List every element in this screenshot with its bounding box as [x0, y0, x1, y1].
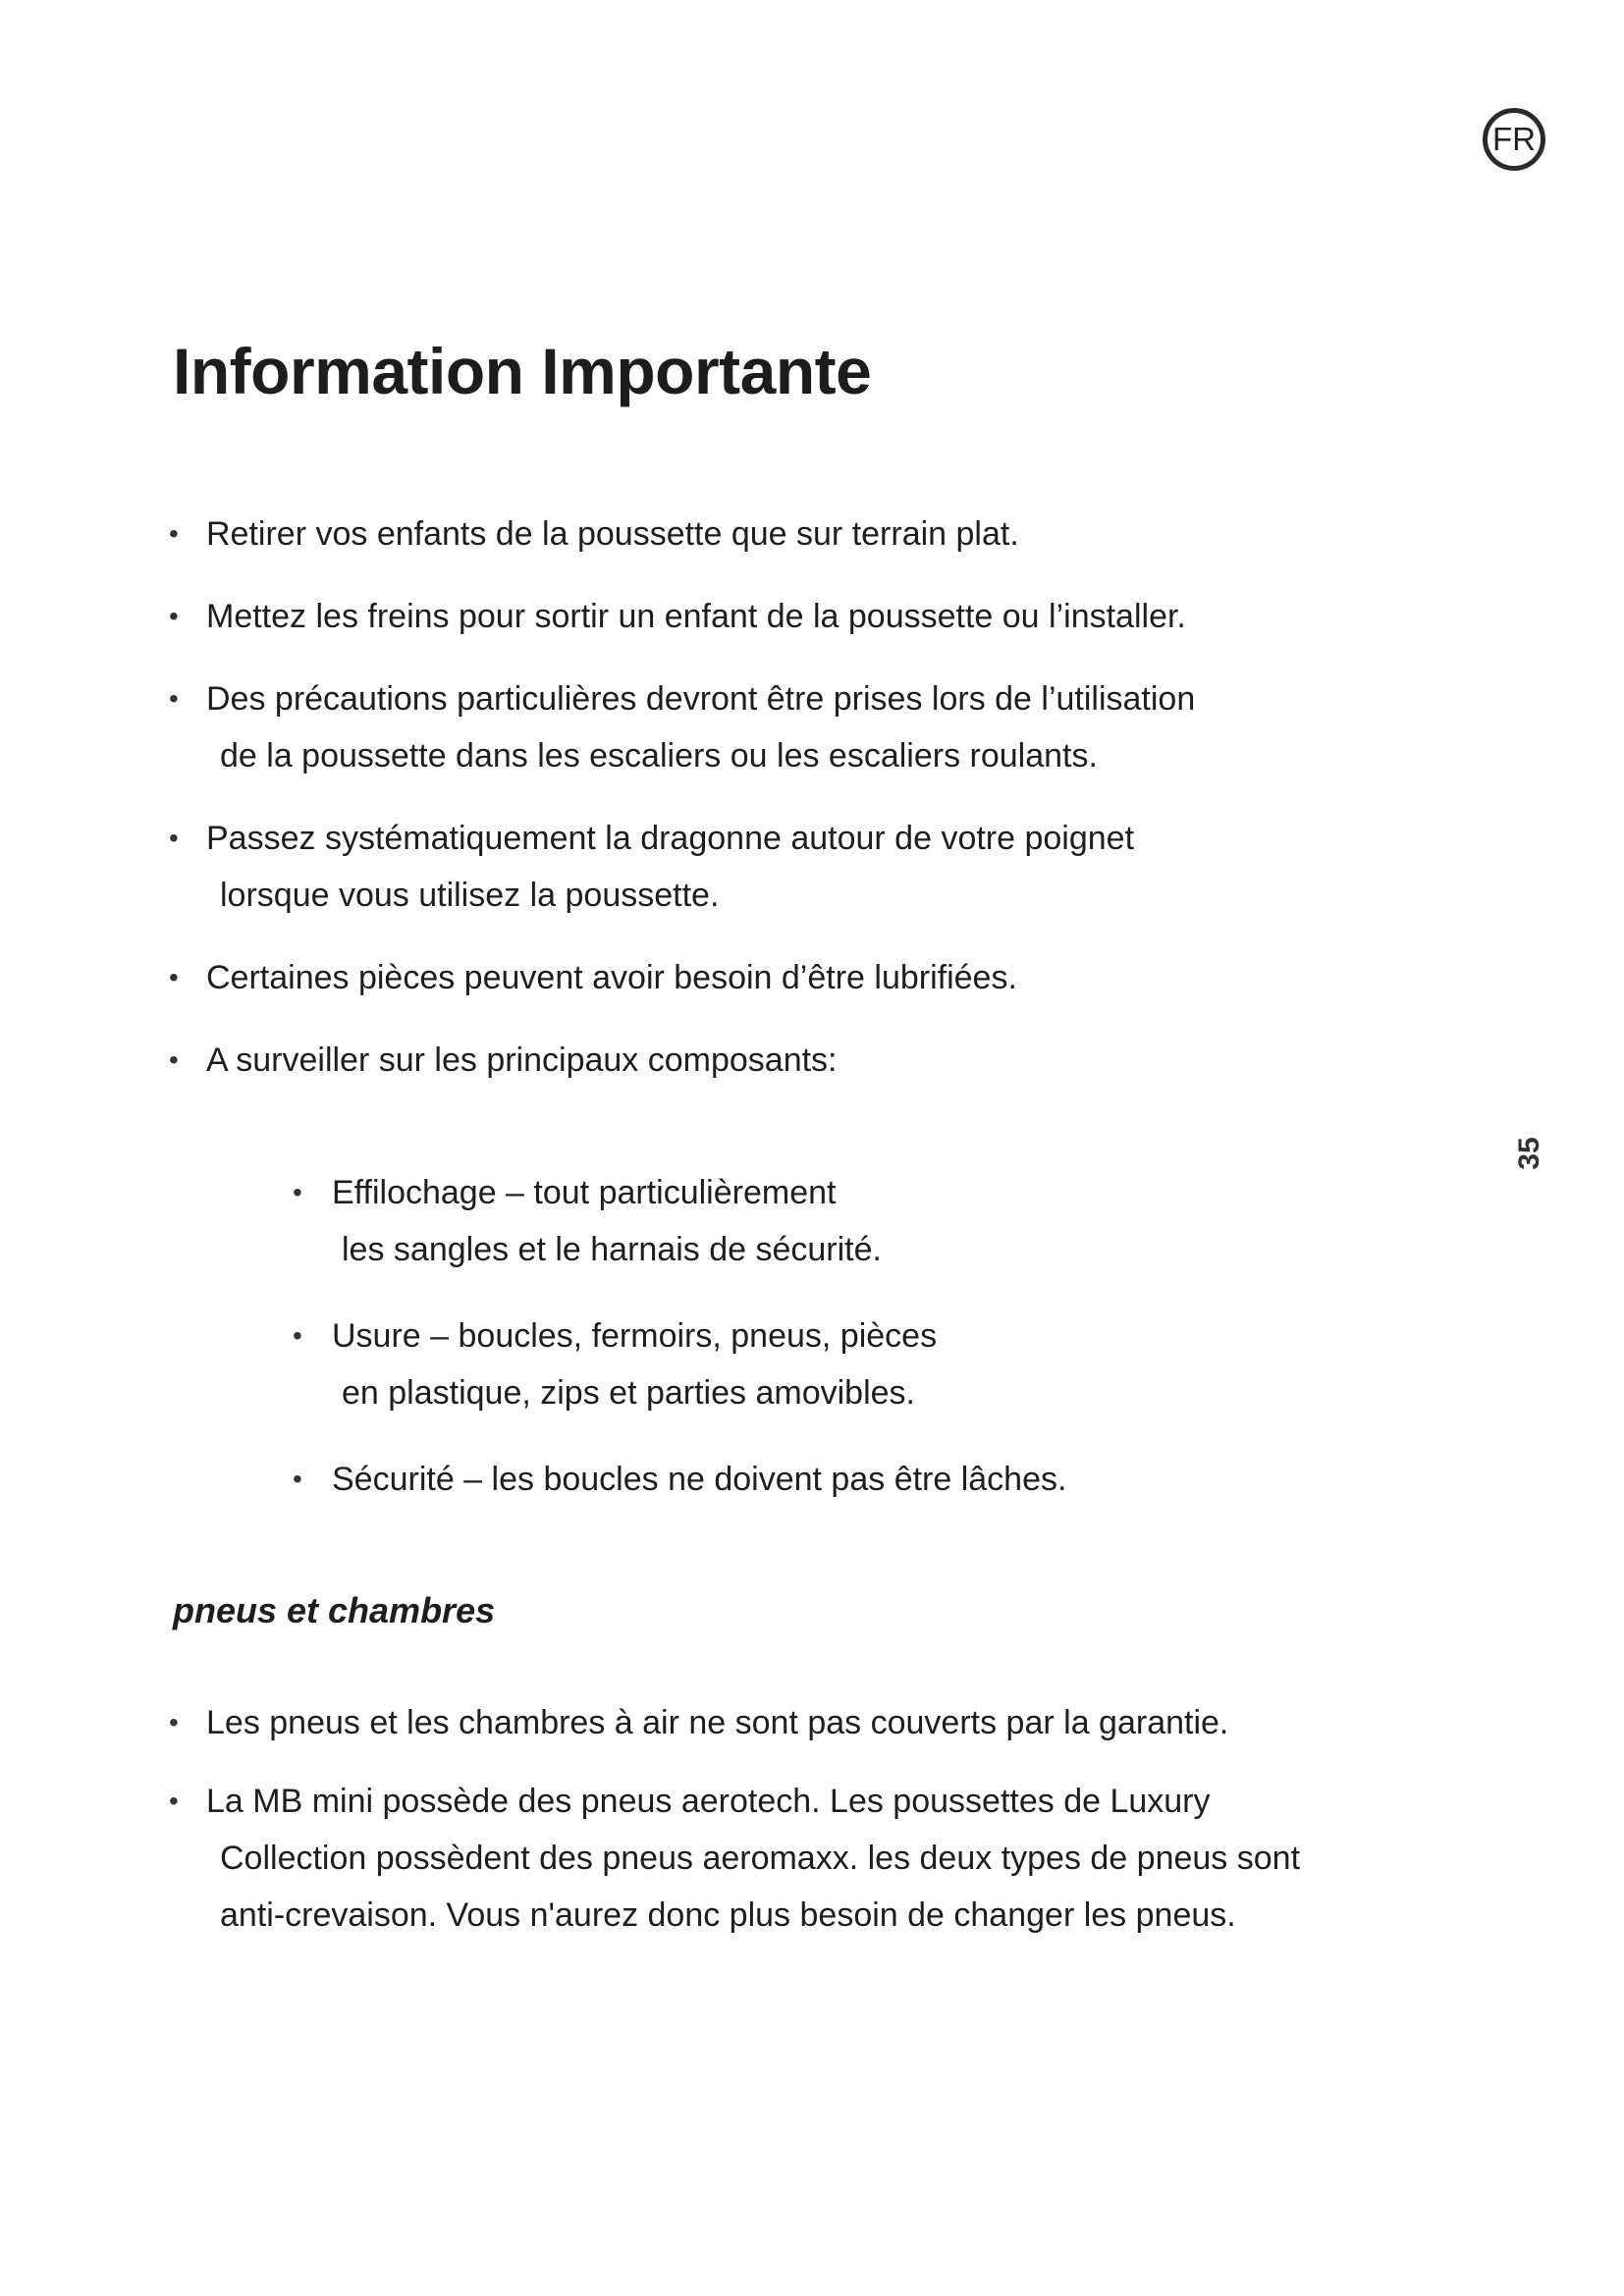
list-item	[169, 949, 1445, 1006]
list-item-line: anti-crevaison. Vous n'aurez donc plus besoin de changer les pneus.	[220, 1896, 1236, 1934]
list-item	[169, 670, 1445, 784]
list-item-line: • Usure – boucles, fermoirs, pneus, pièces	[332, 1317, 938, 1355]
list-item-line: • Effilochage – tout particulièrement	[332, 1174, 837, 1211]
list-item	[169, 506, 1445, 562]
list-item-line: • Retirer vos enfants de la poussette que sur terrain plat.	[206, 515, 1019, 553]
list-item-line: • Des précautions particulières devront être prises lors de l’utilisation	[206, 680, 1196, 718]
list-item	[169, 1032, 1445, 1089]
page-title: Information Importante	[173, 335, 872, 407]
list-item-line: • Les pneus et les chambres à air ne sont pas couverts par la garantie.	[206, 1704, 1229, 1741]
list-item	[169, 588, 1445, 645]
list-item	[293, 1164, 1373, 1278]
tyres-section-heading: pneus et chambres	[173, 1590, 496, 1630]
list-item-line: en plastique, zips et parties amovibles.	[342, 1374, 915, 1412]
list-item-line: • Mettez les freins pour sortir un enfant de la poussette ou l’installer.	[206, 598, 1186, 635]
list-item-line: les sangles et le harnais de sécurité.	[342, 1231, 882, 1268]
list-item-line: lorsque vous utilisez la poussette.	[220, 877, 720, 914]
list-item	[293, 1451, 1373, 1508]
list-item	[169, 810, 1445, 924]
list-item	[293, 1308, 1373, 1421]
list-item-line: • A surveiller sur les principaux composants:	[206, 1041, 838, 1079]
list-item	[169, 1773, 1485, 1944]
list-item-line: de la poussette dans les escaliers ou les escaliers roulants.	[220, 737, 1098, 774]
page-number: 35	[1513, 1137, 1545, 1170]
language-badge-label: FR	[1492, 121, 1536, 157]
list-item-line: • Passez systématiquement la dragonne autour de votre poignet	[206, 820, 1135, 857]
tyres-bullet-list	[169, 1694, 1485, 1965]
language-badge	[1483, 108, 1545, 171]
list-item-line: • Sécurité – les boucles ne doivent pas être lâches.	[332, 1461, 1067, 1498]
list-item-line: • La MB mini possède des pneus aerotech. Les poussettes de Luxury	[206, 1783, 1211, 1820]
list-item-line: Collection possèdent des pneus aeromaxx. les deux types de pneus sont	[220, 1840, 1301, 1877]
main-bullet-list	[169, 506, 1445, 1114]
component-check-list	[293, 1164, 1373, 1537]
list-item-line: • Certaines pièces peuvent avoir besoin d’être lubrifiées.	[206, 959, 1017, 996]
list-item	[169, 1694, 1485, 1751]
